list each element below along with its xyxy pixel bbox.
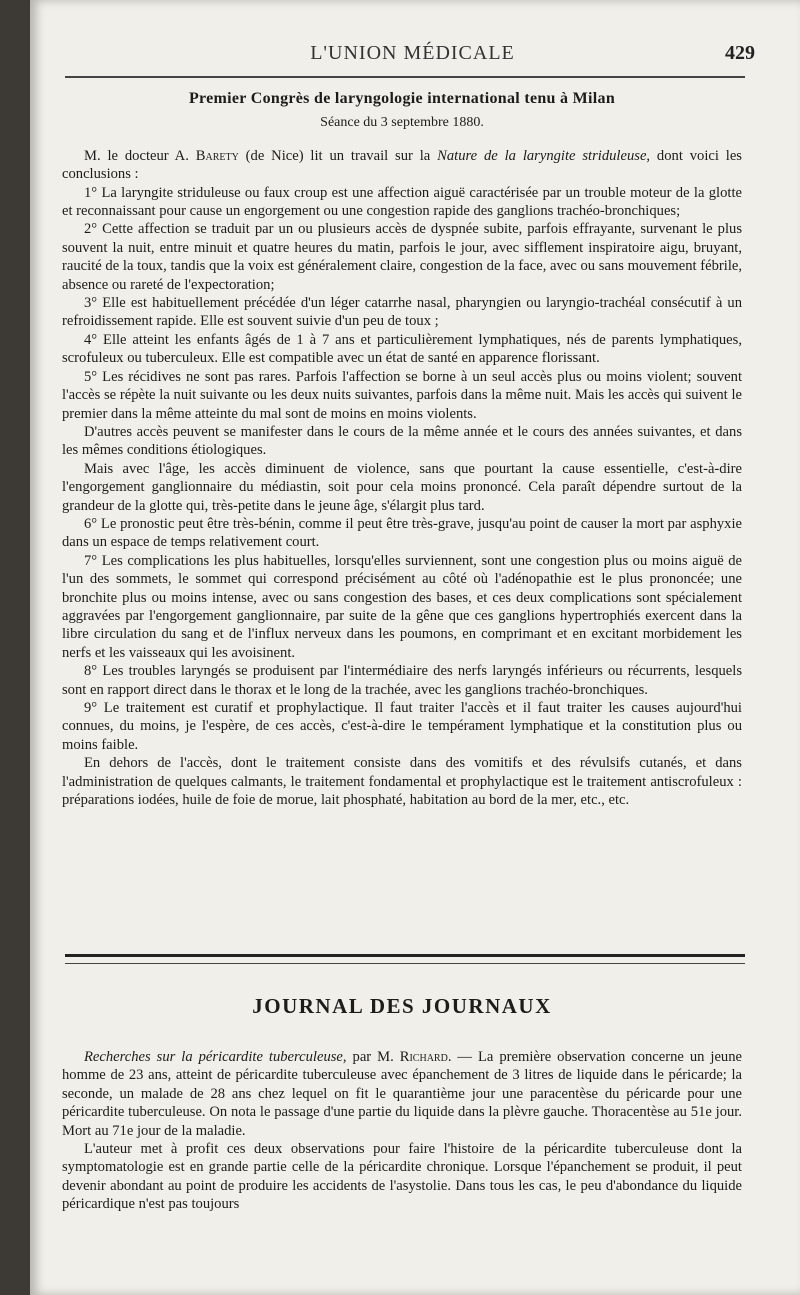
conclusion-treatment: En dehors de l'accès, dont le traitement consiste dans des vomitifs et des révulsifs cutanés, et dans l'administration de quelques calmants, le traitement fondamental et prophylactique est le traitement antiscrofuleux : préparations iodées, huile de foie de morue, lait phosphaté, habitation au bord de la mer, etc., etc. xyxy=(62,755,742,809)
conclusion-6: 6° Le pronostic peut être très-bénin, comme il peut être très-grave, jusqu'au point de causer la mort par asphyxie dans un espace de temps relativement court. xyxy=(62,515,742,551)
conclusion-1: 1° La laryngite striduleuse ou faux croup est une affection aiguë caractérisée par un trouble moteur de la glotte et reconnaissant pour cause un engorgement ou une congestion rapide des ganglions trachéo-bronchiques; xyxy=(62,184,742,220)
journal-by: , par M. xyxy=(342,1049,400,1065)
journal-paragraph-1 xyxy=(62,1048,742,1140)
conclusion-2: 2° Cette affection se traduit par un ou plusieurs accès de dyspnée subite, parfois effrayante, survenant le plus souvent la nuit, entre minuit et quatre heures du matin, parfois le jour, avec sifflement inspiratoire aigu, bruyant, raucité de la toux, tandis que la voix est généralement claire, congestion de la face, avec ou sans mouvement fébrile, absence ou rareté de l'expectoration; xyxy=(62,221,742,293)
work-title: Nature de la laryngite striduleuse xyxy=(437,147,647,164)
conclusion-5-cont-b: Mais avec l'âge, les accès diminuent de violence, sans que pourtant la cause essentielle, c'est-à-dire l'engorgement ganglionnaire du médiastin, soit pour cela moins prononcé. Cela paraît dépendre surtout de la grandeur de la glotte qui, très-petite dans le jeune âge, s'élargit plus tard. xyxy=(62,460,742,514)
journal-paragraph-2: L'auteur met à profit ces deux observations pour faire l'histoire de la péricardite tuberculeuse dont la symptomatologie est en grande partie celle de la péricardite chronique. Lorsque l'épanchement se produit, il peut devenir abondant au point de produire les accidents de l'asystolie. Dans tous les cas, le peu d'abondance du liquide péricardique n'est pas toujours xyxy=(62,1141,742,1213)
conclusion-4: 4° Elle atteint les enfants âgés de 1 à 7 ans et particulièrement lymphatiques, nés de parents lymphatiques, scrofuleux ou tuberculeux. Elle est compatible avec un état de santé en apparence florissant. xyxy=(62,331,742,367)
journal-para1-text: . — La première observation concerne un jeune homme de 23 ans, atteint de péricardite tuberculeuse avec épanchement de 3 litres de liquide dans le péricarde; la seconde, un malade de 28 ans chez lequel on fit le quarantième jour une paracentèse du péricarde pour une péricardite tuberculeuse. On nota le passage d'une partie du liquide dans la plèvre gauche. Thoracentèse au 51e jour. Mort au 71e jour de la maladie. xyxy=(62,1049,743,1139)
article-intro xyxy=(62,147,742,184)
running-head xyxy=(70,42,755,70)
author-name: Barety xyxy=(195,147,239,164)
book-page xyxy=(30,0,800,1295)
intro-prefix: M. le docteur A. xyxy=(84,147,196,164)
conclusion-7: 7° Les complications les plus habituelles, lorsqu'elles surviennent, sont une congestion plus ou moins aiguë de l'un des sommets, le sommet qui correspond précisément au côté où l'adénopathie est le plus prononcée; une bronchite plus ou moins intense, avec ou sans congestion des bases, et ces deux complications sont spécialement aggravées par l'engorgement ganglionnaire, par suite de la gêne que ces ganglions hypertrophiés exercent dans la libre circulation du sang et de l'influx nerveux dans les poumons, en comprimant et en excitant morbidement les nerfs et les vaisseaux qui les avoisinent. xyxy=(62,552,742,661)
conclusion-3: 3° Elle est habituellement précédée d'un léger catarrhe nasal, pharyngien ou laryngio-trachéal consécutif à un refroidissement rapide. Elle est souvent suivie d'un peu de toux ; xyxy=(62,295,742,330)
article-title: Premier Congrès de laryngologie international tenu à Milan xyxy=(188,90,616,107)
conclusion-5-cont-a: D'autres accès peuvent se manifester dans le cours de la même année et le cours des années suivantes, et dans les mêmes conditions étiologiques. xyxy=(62,423,742,459)
journal-article-title: Recherches sur la péricardite tuberculeuse xyxy=(84,1049,343,1065)
header-rule xyxy=(65,76,745,78)
journal-author: Richard xyxy=(399,1049,448,1065)
conclusion-9: 9° Le traitement est curatif et prophylactique. Il faut traiter l'accès et il faut traiter les causes aujourd'hui connues, du moins, je l'espère, de ces accès, c'est-à-dire le tempérament lymphatique et la constitution plus ou moins faible. xyxy=(62,700,742,753)
page-number: 429 xyxy=(725,42,755,64)
conclusion-8: 8° Les troubles laryngés se produisent par l'intermédiaire des nerfs laryngés inférieurs ou récurrents, lesquels sont en rapport direct dans le thorax et le long de la trachée, avec les ganglions trachéo-bronchiques. xyxy=(62,663,742,698)
running-title: L'UNION MÉDICALE xyxy=(310,42,515,64)
section-title: JOURNAL DES JOURNAUX xyxy=(252,994,552,1018)
intro-suffix: , dont voici les conclusions : xyxy=(62,147,742,183)
intro-middle: (de Nice) lit un travail sur la xyxy=(238,147,438,164)
article xyxy=(62,90,742,809)
session-date: Séance du 3 septembre 1880. xyxy=(320,115,484,131)
section-rule xyxy=(65,954,745,964)
journal-entry xyxy=(62,1048,742,1214)
conclusion-5: 5° Les récidives ne sont pas rares. Parfois l'affection se borne à un seul accès plus ou moins violent; souvent l'accès se répète la nuit suivante ou les deux nuits suivantes, parfois dans la même nuit. Mais les accès qui suivent le premier dans la même atteinte du mal sont de moins en moins violents. xyxy=(62,368,742,422)
